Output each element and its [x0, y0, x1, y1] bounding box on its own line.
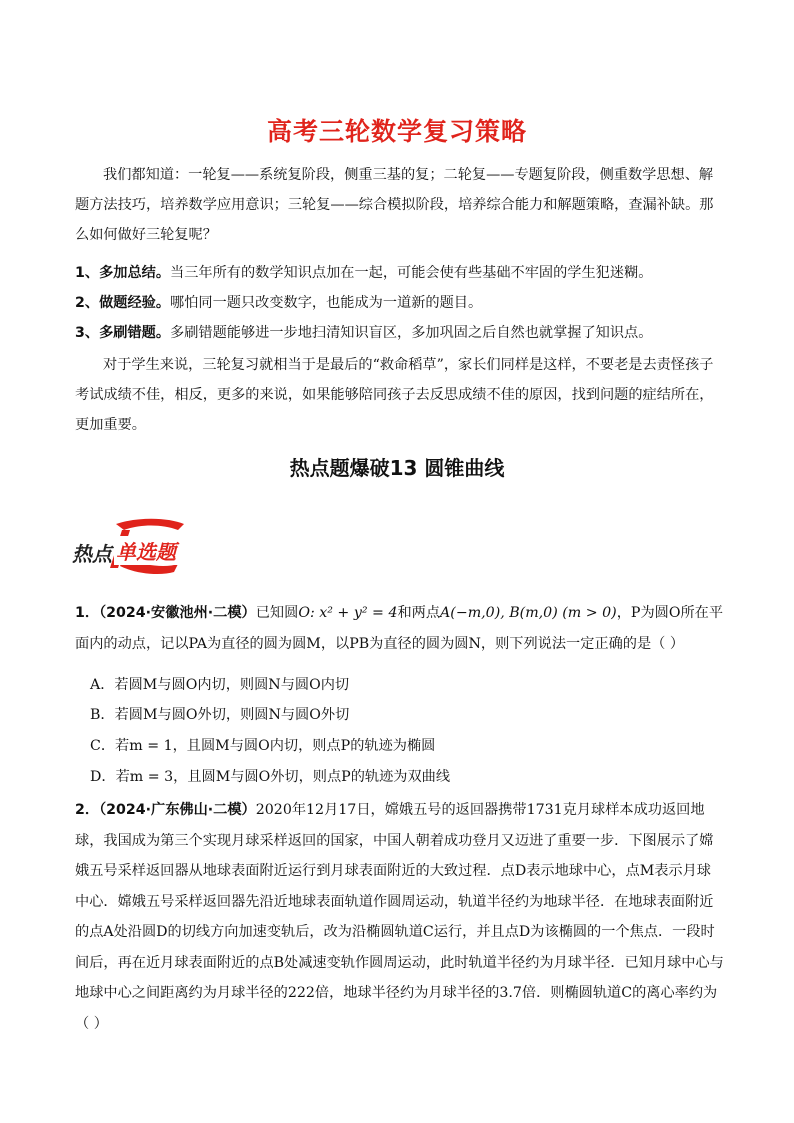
question-2 — [75, 795, 725, 1039]
tip-number: 1、 — [75, 265, 100, 281]
option-c[interactable]: C．若m = 1，且圆M与圆O内切，则点P的轨迹为椭圆 — [90, 738, 436, 754]
tip-item-3 — [75, 318, 652, 348]
option-d[interactable]: D．若m = 3，且圆M与圆O外切，则点P的轨迹为双曲线 — [90, 769, 451, 785]
tip-item-1 — [75, 258, 652, 288]
tip-number: 3、 — [75, 325, 100, 341]
question-source: （2024·安徽池州·二模） — [99, 605, 256, 621]
tip-number: 2、 — [75, 295, 100, 311]
section-title: 热点题爆破13 圆锥曲线 — [289, 456, 505, 480]
tip-heading: 做题经验。 — [99, 295, 171, 311]
question-source: （2024·广东佛山·二模） — [99, 802, 256, 818]
closing-paragraph: 对于学生来说，三轮复习就相当于是最后的“救命稻草”，家长们同样是这样，不要老是去责怪孩子考试成绩不佳，相反，更多的来说，如果能够陪同孩子去反思成绩不佳的原因，找到问题的症结所在，更加重要。 — [75, 357, 714, 433]
tip-item-2 — [75, 288, 482, 318]
page-title: 高考三轮数学复习策略 — [266, 117, 527, 146]
option-a[interactable]: A．若圆M与圆O内切，则圆N与圆O内切 — [90, 677, 350, 693]
tip-text: 多刷错题能够进一步地扫清知识盲区，多加巩固之后自然也就掌握了知识点。 — [170, 325, 653, 341]
tip-heading: 多加总结。 — [99, 265, 171, 281]
badge-label-type: 单选题 — [114, 536, 178, 565]
question-number: 1． — [75, 605, 100, 621]
tip-text: 哪怕同一题只改变数字，也能成为一道新的题目。 — [170, 295, 483, 311]
question-text: 2020年12月17日，嫦娥五号的返回器携带1731克月球样本成功返回地球，我国成为第三个实现月球采样返回的国家，中国人朝着成功登月又迈进了重要一步．下图展示了嫦娥五号采样返回器从地球表面附近运行到月球表面附近的大致过程．点D表示地球中心，点M表示月球中心．嫦娥五号采样返回器先沿近地球表面轨道作圆周运动，轨道半径约为地球半径．在地球表面附近的点A处沿圆D的切线方向加速变轨后，改为沿椭圆轨道C运行，并且点D为该椭圆的一个焦点．一段时间后，再在近月球表面附近的点B处减速变轨作圆周运动，此时轨道半径约为月球半径．已知月球中心与地球中心之间距离约为月球半径的222倍，地球半径约为月球半径的3.7倍．则椭圆轨道C的离心率约为（ ） — [75, 802, 724, 1032]
points-expression: A(−m,0), B(m,0) (m > 0) — [440, 605, 617, 621]
question-number: 2． — [75, 802, 100, 818]
question-text: 已知圆 — [255, 605, 299, 621]
hot-single-choice-badge — [70, 514, 200, 578]
intro-paragraph: 我们都知道：一轮复——系统复阶段，侧重三基的复；二轮复——专题复阶段，侧重数学思想、解题方法技巧，培养数学应用意识；三轮复——综合模拟阶段，培养综合能力和解题策略，查漏补缺。那么如何做好三轮复呢？ — [75, 167, 714, 243]
question-text: 和两点 — [397, 605, 441, 621]
question-text: ，P为圆O所在平面内的动点，记以PA为直径的圆为圆M，以PB为直径的圆为圆N，则下列说法一定正确的是（ ） — [75, 605, 724, 652]
tip-heading: 多刷错题。 — [99, 325, 171, 341]
question-1 — [75, 598, 725, 659]
tip-text: 当三年所有的数学知识点加在一起，可能会使有些基础不牢固的学生犯迷糊。 — [170, 265, 653, 281]
circle-equation: O: x² + y² = 4 — [298, 605, 398, 621]
badge-label-hot: 热点 — [72, 542, 112, 566]
option-b[interactable]: B．若圆M与圆O外切，则圆N与圆O外切 — [90, 707, 350, 723]
